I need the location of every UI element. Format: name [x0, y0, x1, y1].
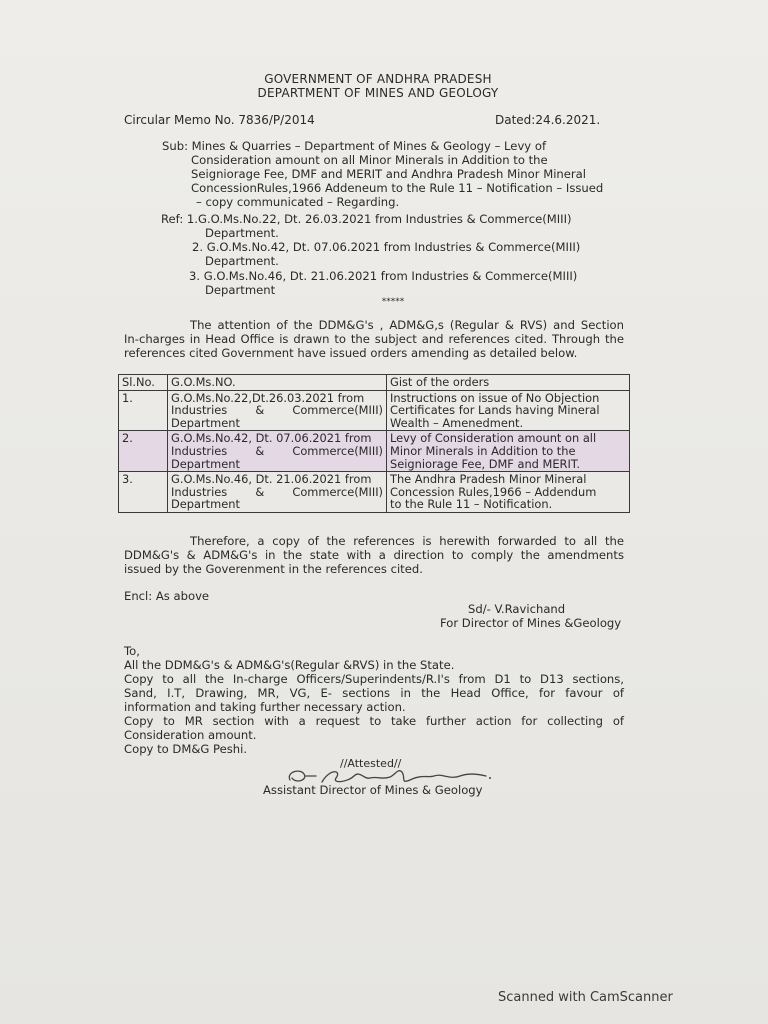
- cell-line: Industries & Commerce(MIII): [171, 443, 383, 458]
- cell-line: Seigniorage Fee, DMF and MERIT.: [390, 456, 581, 471]
- intro-line: The attention of the DDM&G's , ADM&G,s (Regular & RVS) and Section: [190, 318, 624, 332]
- reference-1: Ref: 1.G.O.Ms.No.22, Dt. 26.03.2021 from Industries & Commerce(MIII): [161, 212, 572, 226]
- distribution-line: Sand, I.T, Drawing, MR, VG, E- sections in the Head Office, for favour of: [124, 686, 624, 700]
- cell-go: [168, 431, 387, 472]
- cell-line: Industries & Commerce(MIII): [171, 484, 383, 499]
- separator-stars: *****: [381, 297, 405, 307]
- cell-gist: [387, 390, 630, 431]
- distribution-line: Copy to MR section with a request to take further action for collecting of: [124, 714, 624, 728]
- attestation-title: Assistant Director of Mines & Geology: [263, 783, 483, 797]
- table-header-row: [119, 375, 630, 391]
- cell-line: Wealth – Amenedment.: [390, 415, 524, 430]
- subject-line: Seigniorage Fee, DMF and MERIT and Andhra Pradesh Minor Mineral: [191, 167, 586, 181]
- cell-sl: 1.: [119, 390, 168, 431]
- cell-go: [168, 390, 387, 431]
- signatory-designation: For Director of Mines &Geology: [440, 616, 622, 630]
- intro-line: references cited Government have issued orders amending as detailed below.: [124, 346, 578, 360]
- cell-line: G.O.Ms.No.46, Dt. 21.06.2021 from: [171, 472, 372, 487]
- cell-line: Concession Rules,1966 – Addendum: [390, 484, 597, 499]
- cell-go: [168, 472, 387, 513]
- cell-line: G.O.Ms.No.42, Dt. 07.06.2021 from: [171, 431, 372, 446]
- cell-line: Department: [171, 456, 240, 471]
- orders-table: [118, 374, 630, 513]
- cell-line: Department: [171, 415, 240, 430]
- cell-line: The Andhra Pradesh Minor Mineral: [390, 472, 587, 487]
- subject-line: ConcessionRules,1966 Addeneum to the Rule 11 – Notification – Issued: [191, 181, 604, 195]
- distribution-line: Copy to all the In-charge Officers/Superindents/R.I's from D1 to D13 sections,: [124, 672, 624, 686]
- column-header: G.O.Ms.NO.: [168, 375, 387, 391]
- subject-line: Sub: Mines & Quarries – Department of Mines & Geology – Levy of: [162, 139, 547, 153]
- camscanner-watermark: Scanned with CamScanner: [498, 990, 673, 1005]
- subject-line: Consideration amount on all Minor Minerals in Addition to the: [191, 153, 548, 167]
- distribution-line: All the DDM&G's & ADM&G's(Regular &RVS) in the State.: [124, 658, 455, 672]
- reference-2: 2. G.O.Ms.No.42, Dt. 07.06.2021 from Industries & Commerce(MIII): [192, 240, 581, 254]
- cell-gist: [387, 472, 630, 513]
- distribution-line: Consideration amount.: [124, 728, 257, 742]
- cell-gist: [387, 431, 630, 472]
- reference-1-cont: Department.: [205, 226, 279, 240]
- closing-line: issued by the Goverenment in the references cited.: [124, 562, 423, 576]
- table-row: [119, 390, 630, 431]
- table-row: [119, 472, 630, 513]
- subject-line: – copy communicated – Regarding.: [196, 195, 400, 209]
- cell-sl: 2.: [119, 431, 168, 472]
- closing-line: Therefore, a copy of the references is herewith forwarded to all the: [190, 534, 624, 548]
- cell-line: to the Rule 11 – Notification.: [390, 497, 553, 512]
- cell-line: Certificates for Lands having Mineral: [390, 403, 600, 418]
- table-row: [119, 431, 630, 472]
- cell-line: G.O.Ms.No.22,Dt.26.03.2021 from: [171, 390, 365, 405]
- cell-line: Minor Minerals in Addition to the: [390, 443, 576, 458]
- attested-mark: //Attested//: [340, 757, 402, 770]
- memo-date: Dated:24.6.2021.: [495, 113, 601, 127]
- distribution-line: Copy to DM&G Peshi.: [124, 742, 248, 756]
- cell-line: Department: [171, 497, 240, 512]
- reference-3-cont: Department: [205, 283, 276, 297]
- column-header: Sl.No.: [119, 375, 168, 391]
- cell-sl: 3.: [119, 472, 168, 513]
- header-department: DEPARTMENT OF MINES AND GEOLOGY: [257, 86, 499, 100]
- reference-2-cont: Department.: [205, 254, 279, 268]
- distribution-to: To,: [124, 644, 140, 658]
- column-header: Gist of the orders: [387, 375, 630, 391]
- cell-line: Industries & Commerce(MIII): [171, 403, 383, 418]
- cell-line: Instructions on issue of No Objection: [390, 390, 600, 405]
- cell-line: Levy of Consideration amount on all: [390, 431, 597, 446]
- enclosure: Encl: As above: [124, 589, 210, 603]
- distribution-line: information and taking further necessary action.: [124, 700, 406, 714]
- intro-line: In-charges in Head Office is drawn to the subject and references cited. Through the: [124, 332, 624, 346]
- header-government: GOVERNMENT OF ANDHRA PRADESH: [264, 72, 492, 86]
- reference-3: 3. G.O.Ms.No.46, Dt. 21.06.2021 from Industries & Commerce(MIII): [189, 269, 578, 283]
- memo-number: Circular Memo No. 7836/P/2014: [124, 113, 315, 127]
- signatory-name: Sd/- V.Ravichand: [468, 602, 566, 616]
- closing-line: DDM&G's & ADM&G's in the state with a direction to comply the amendments: [124, 548, 624, 562]
